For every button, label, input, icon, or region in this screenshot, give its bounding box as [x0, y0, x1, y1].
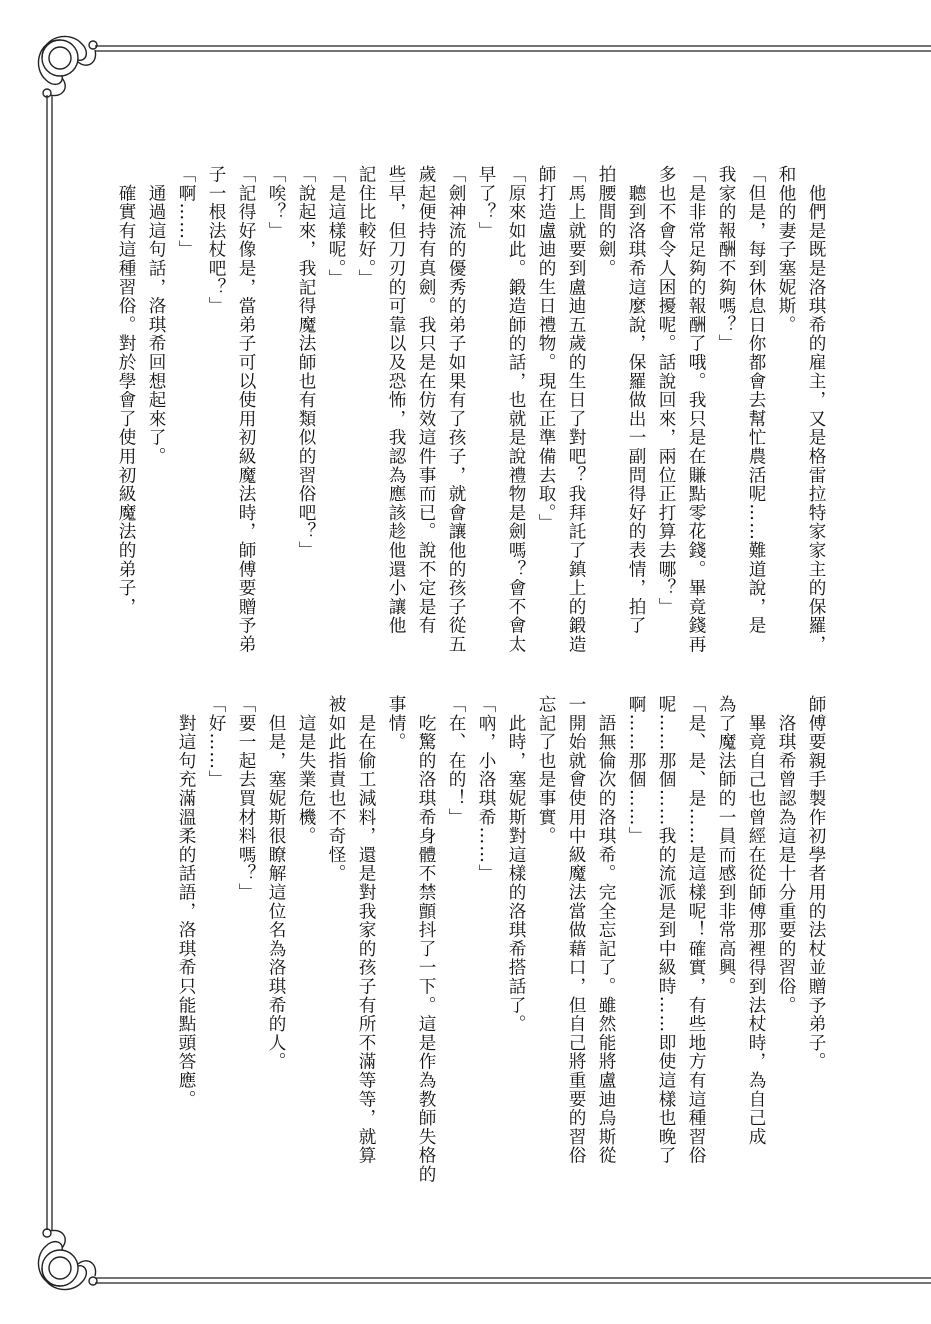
text-line: 通過這句話，洛琪希回想起來了。: [146, 165, 166, 466]
text-line: 歲起便持有真劍。我只是在仿效這件事而已。說不定是有: [416, 165, 436, 635]
text-line: 「要一起去買材料嗎？」: [236, 695, 256, 902]
text-line: 「在、在的！」: [446, 695, 466, 827]
text-line: 「是非常足夠的報酬了哦。我只是在賺點零花錢。畢竟錢再: [686, 165, 706, 654]
text-line: 「記得好像是，當弟子可以使用初級魔法時，師傅要贈予弟: [236, 165, 256, 654]
text-line: 早了？」: [476, 165, 496, 241]
text-line: 「馬上就要到盧迪五歲的生日了對吧？我拜託了鎮上的鍛造: [566, 165, 586, 654]
text-line: 啊……那個……」: [626, 695, 646, 846]
text-line: 為了魔法師的一員而感到非常高興。: [716, 695, 736, 996]
text-line: 記住比較好。」: [356, 165, 376, 288]
text-block-top: [111, 165, 831, 654]
text-line: 吃驚的洛琪希身體不禁顫抖了一下。這是作為教師失格的: [416, 695, 436, 1184]
text-line: 我家的報酬不夠嗎？」: [716, 165, 736, 353]
text-line: 「說起來，我記得魔法師也有類似的習俗吧？」: [296, 165, 316, 560]
text-line: 師打造盧迪的生日禮物。現在正準備去取。」: [536, 165, 556, 533]
text-line: 多也不會令人困擾呢。話說回來，兩位正打算去哪？」: [656, 165, 676, 617]
text-line: 畢竟自己也曾經在從師傅那裡得到法杖時，為自己成: [746, 695, 766, 1147]
text-line: 是在偷工減料，還是對我家的孩子有所不滿等等，就算: [356, 695, 376, 1165]
text-block-bottom: [171, 695, 831, 1205]
corner-ornament-bottom-left-icon: [38, 1229, 97, 1290]
text-line: 此時，塞妮斯對這樣的洛琪希搭話了。: [506, 695, 526, 1034]
text-line: 「但是，每到休息日你都會去幫忙農活呢……難道說，是: [746, 165, 766, 635]
corner-ornament-top-left-icon: [38, 36, 97, 97]
text-line: 這是失業危機。: [296, 695, 316, 846]
text-line: 被如此指責也不奇怪。: [326, 695, 346, 883]
text-line: 一開始就會使用中級魔法當做藉口，但自己將重要的習俗: [566, 695, 586, 1165]
text-line: 「啊……」: [176, 165, 196, 259]
text-line: 「吶，小洛琪希……」: [476, 695, 496, 883]
text-line: 「唉？」: [266, 165, 286, 241]
text-line: 師傅要親手製作初學者用的法杖並贈予弟子。: [806, 695, 826, 1071]
text-line: 「是、是、是……是這樣呢！確實，有些地方有這種習俗: [686, 695, 706, 1165]
text-line: 子一根法杖吧？」: [206, 165, 226, 316]
text-line: 呢……那個……我的流派是到中級時……即使這樣也晚了: [656, 695, 676, 1165]
text-line: 語無倫次的洛琪希。完全忘記了。雖然能將盧迪烏斯從: [596, 695, 616, 1165]
text-line: 「好……」: [206, 695, 226, 789]
text-line: 拍腰間的劍。: [596, 165, 616, 278]
text-line: 事情。: [386, 695, 406, 752]
text-line: 和他的妻子塞妮斯。: [776, 165, 796, 335]
text-line: 「劍神流的優秀的弟子如果有了孩子，就會讓他的孩子從五: [446, 165, 466, 654]
text-line: 忘記了也是事實。: [536, 695, 556, 846]
text-line: 對這句充滿溫柔的話語，洛琪希只能點頭答應。: [176, 695, 196, 1109]
text-line: 些早，但刀刃的可靠以及恐怖，我認為應該趁他還小讓他: [386, 165, 406, 635]
text-line: 確實有這種習俗。對於學會了使用初級魔法的弟子，: [116, 165, 136, 617]
text-line: 聽到洛琪希這麼說，保羅做出一副問得好的表情，拍了: [626, 165, 646, 635]
text-line: 「原來如此。鍛造師的話，也就是說禮物是劍嗎？會不會太: [506, 165, 526, 654]
text-line: 「是這樣呢。」: [326, 165, 346, 288]
text-line: 他們是既是洛琪希的雇主，又是格雷拉特家家主的保羅，: [806, 165, 826, 654]
text-line: 洛琪希曾認為這是十分重要的習俗。: [776, 695, 796, 1015]
text-line: 但是，塞妮斯很瞭解這位名為洛琪希的人。: [266, 695, 286, 1071]
